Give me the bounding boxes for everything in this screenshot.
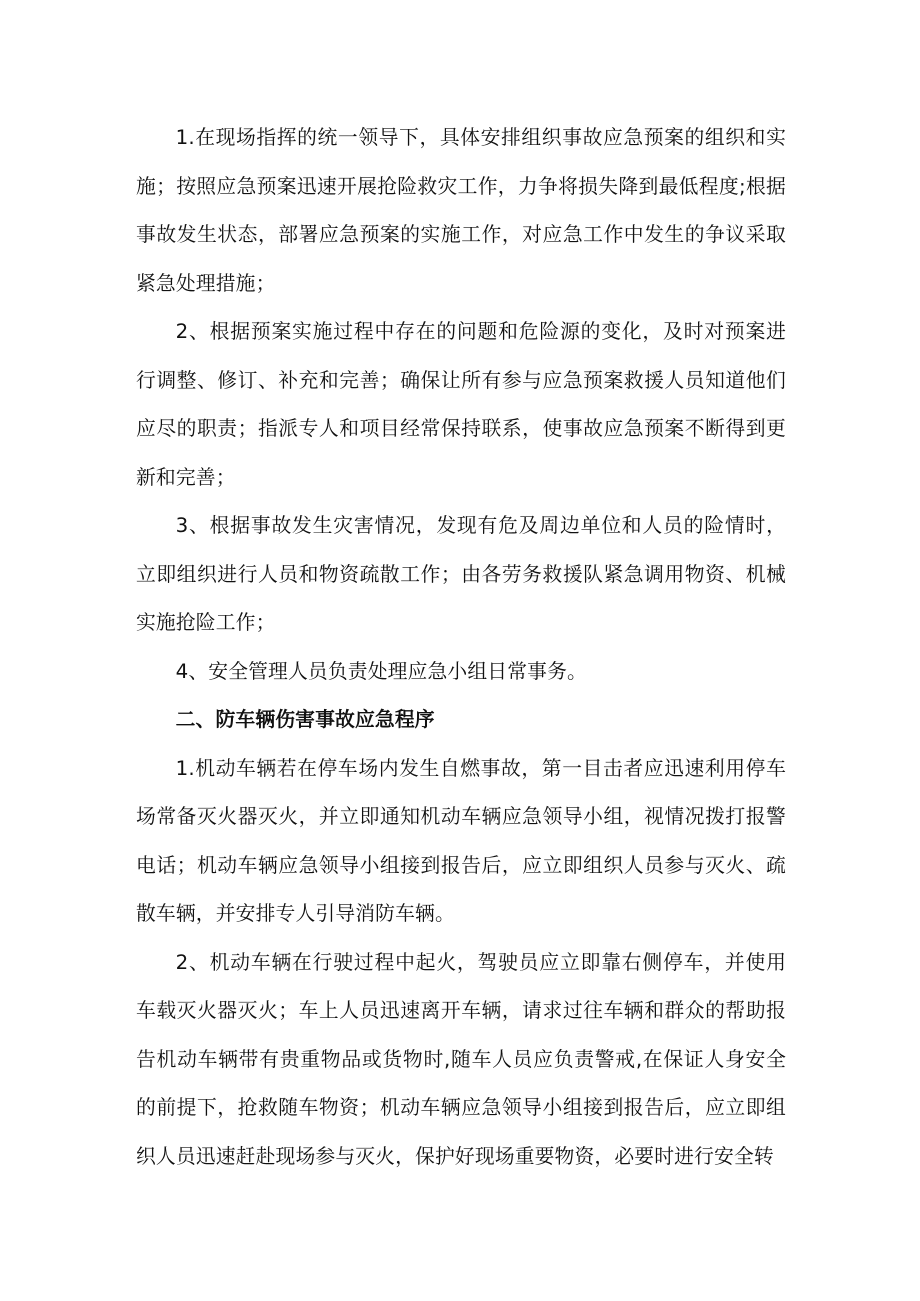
paragraph-procedure-1: 1.机动车辆若在停车场内发生自燃事故，第一目击者应迅速利用停车场常备灭火器灭火，并立即通知机动车辆应急领导小组，视情况拨打报警电话；机动车辆应急领导小组接到报告后，应立即组织人员参与灭火、疏散车辆，并安排专人引导消防车辆。: [136, 756, 786, 925]
paragraph-duty-4: 4、安全管理人员负责处理应急小组日常事务。: [175, 659, 587, 683]
paragraph-duty-2: 2、根据预案实施过程中存在的问题和危险源的变化，及时对预案进行调整、修订、补充和完善；确保让所有参与应急预案救援人员知道他们应尽的职责；指派专人和项目经常保持联系，使事故应急预案不断得到更新和完善；: [136, 320, 786, 489]
section-heading: 二、防车辆伤害事故应急程序: [175, 708, 435, 731]
document-page: [136, 114, 786, 1181]
paragraph-procedure-2: 2、机动车辆在行驶过程中起火，驾驶员应立即靠右侧停车，并使用车载灭火器灭火；车上人员迅速离开车辆，请求过往车辆和群众的帮助报告机动车辆带有贵重物品或货物时,随车人员应负责警戒,在保证人身安全的前提下，抢救随车物资；机动车辆应急领导小组接到报告后，应立即组织人员迅速赶赴现场参与灭火，保护好现场重要物资，必要时进行安全转: [136, 950, 786, 1168]
paragraph-duty-1: 1.在现场指挥的统一领导下，具体安排组织事故应急预案的组织和实施；按照应急预案迅速开展抢险救灾工作，力争将损失降到最低程度;根据事故发生状态，部署应急预案的实施工作，对应急工作中发生的争议采取紧急处理措施；: [136, 126, 786, 295]
paragraph-duty-3: 3、根据事故发生灾害情况，发现有危及周边单位和人员的险情时，立即组织进行人员和物资疏散工作；由各劳务救援队紧急调用物资、机械实施抢险工作；: [136, 514, 786, 634]
